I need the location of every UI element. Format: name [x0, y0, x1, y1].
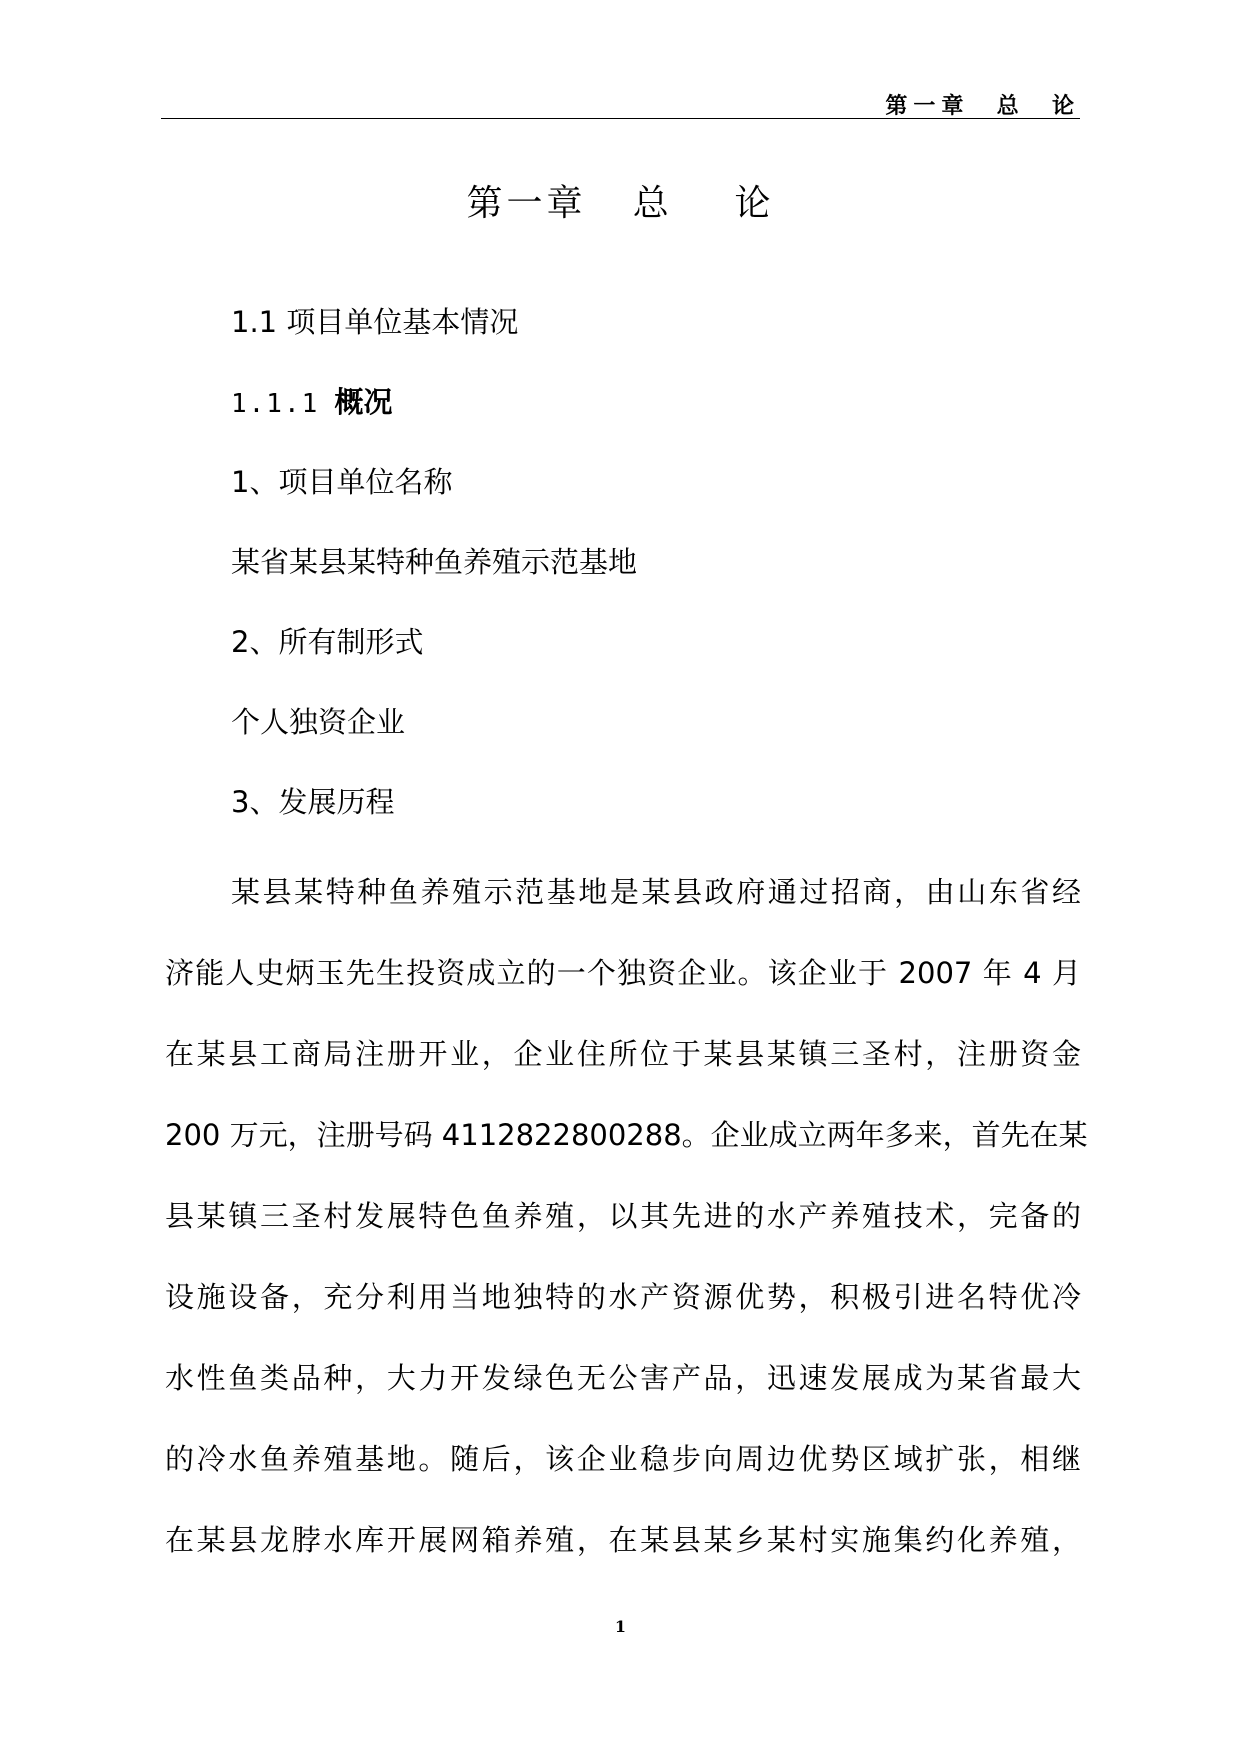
- item-heading: 1、项目单位名称: [231, 465, 453, 499]
- paragraph-line: 水性鱼类品种，大力开发绿色无公害产品，迅速发展成为某省最大: [165, 1361, 1081, 1395]
- item-heading: 3、发展历程: [231, 785, 395, 819]
- paragraph-line: 某县某特种鱼养殖示范基地是某县政府通过招商，由山东省经: [231, 875, 1081, 909]
- paragraph-line: 济能人史炳玉先生投资成立的一个独资企业。该企业于 2007 年 4 月: [165, 956, 1081, 990]
- paragraph-line: 设施设备，充分利用当地独特的水产资源优势，积极引进名特优冷: [165, 1280, 1081, 1314]
- section-label: 概况: [334, 385, 393, 419]
- paragraph-line: 在某县工商局注册开业，企业住所位于某县某镇三圣村，注册资金: [165, 1037, 1081, 1071]
- item-heading: 2、所有制形式: [231, 625, 424, 659]
- paragraph-line: 在某县龙脖水库开展网箱养殖，在某县某乡某村实施集约化养殖，: [165, 1523, 1081, 1557]
- section-heading-1-1-1: [231, 380, 393, 421]
- item-value: 个人独资企业: [231, 705, 406, 739]
- header-rule: [161, 118, 1080, 119]
- body-paragraph: [165, 852, 1088, 1581]
- page-number: 1: [614, 1617, 627, 1636]
- running-header-title: 第一章 总 论: [885, 94, 1080, 119]
- item-value: 某省某县某特种鱼养殖示范基地: [231, 545, 638, 579]
- paragraph-line: 县某镇三圣村发展特色鱼养殖，以其先进的水产养殖技术，完备的: [165, 1199, 1081, 1233]
- chapter-title: 第一章 总 论: [466, 183, 775, 224]
- section-heading-1-1: 1.1 项目单位基本情况: [231, 305, 519, 339]
- paragraph-line: 的冷水鱼养殖基地。随后，该企业稳步向周边优势区域扩张，相继: [165, 1442, 1081, 1476]
- paragraph-line: 200 万元，注册号码 4112822800288。企业成立两年多来，首先在某: [165, 1118, 1088, 1152]
- section-number: 1.1.1: [231, 389, 320, 419]
